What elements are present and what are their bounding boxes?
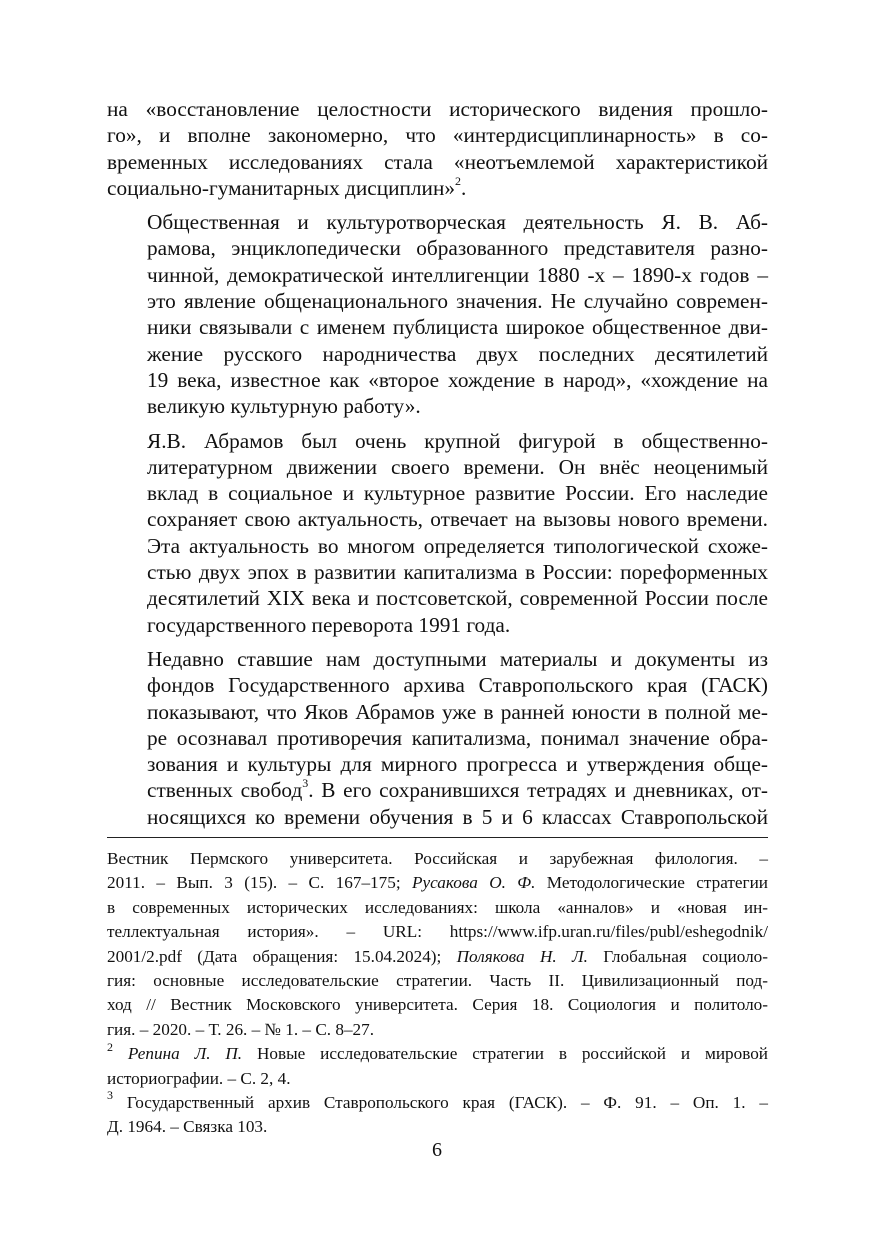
text-line: временных исследованиях стала «неотъемлемой характеристикой bbox=[107, 149, 768, 174]
text-line: показывают, что Яков Абрамов уже в ранней юности в полной ме- bbox=[147, 699, 768, 724]
footnote-2 bbox=[107, 1039, 769, 1066]
text-line: Общественная и культуротворческая деятельность Я. В. Аб- bbox=[147, 210, 768, 235]
footnotes bbox=[107, 847, 768, 1140]
text-fragment: . В его сохранившихся тетрадях и дневниках, от- bbox=[308, 778, 768, 803]
paragraph-2 bbox=[107, 209, 768, 419]
text-line: жение русского народничества двух последних десятилетий bbox=[147, 341, 768, 366]
text-fragment: 2001/2.pdf (Дата обращения: 15.04.2024); bbox=[107, 946, 457, 966]
text-fragment: 2011. – Вып. 3 (15). – С. 167–175; bbox=[107, 873, 412, 893]
footnote-number: 2 bbox=[107, 1039, 113, 1054]
paragraph-3 bbox=[107, 428, 768, 638]
text-line: фондов Государственного архива Ставропольского края (ГАСК) bbox=[147, 673, 768, 698]
text-line bbox=[107, 777, 768, 803]
footnote-line: ход // Вестник Московского университета. Серия 18. Социология и политоло- bbox=[107, 995, 768, 1015]
text-fragment: ственных свобод bbox=[147, 778, 303, 803]
footnote-line: историографии. – С. 2, 4. bbox=[107, 1068, 291, 1088]
footnote-3 bbox=[107, 1088, 768, 1115]
text-line: го», и вполне закономерно, что «интердисциплинарность» в со- bbox=[107, 123, 768, 148]
footnote-line: в современных исторических исследованиях: школа «анналов» и «новая ин- bbox=[107, 897, 768, 917]
footnote-line: Д. 1964. – Связка 103. bbox=[107, 1117, 268, 1137]
text-fragment: Глобальная социоло- bbox=[587, 946, 768, 966]
author-name: Репина Л. П. bbox=[127, 1044, 243, 1064]
text-line: государственного переворота 1991 года. bbox=[147, 612, 511, 637]
footnote-line: гия: основные исследовательские стратегии. Часть II. Цивилизационный под- bbox=[107, 971, 768, 991]
text-line: носящихся ко времени обучения в 5 и 6 классах Ставропольской bbox=[147, 804, 768, 829]
author-name: Полякова Н. Л. bbox=[456, 946, 588, 966]
text-line: сохраняет свою актуальность, отвечает на вызовы нового времени. bbox=[147, 507, 768, 532]
footnote-ref-2[interactable]: 2 bbox=[455, 173, 461, 188]
footnote-line bbox=[107, 945, 768, 969]
text-line: литературном движении своего времени. Он внёс неоценимый bbox=[147, 454, 768, 479]
text-fragment: социально-гуманитарных дисциплин» bbox=[107, 175, 455, 200]
text-line: Эта актуальность во многом определяется типологической схоже- bbox=[147, 533, 768, 558]
footnote-line: Вестник Пермского университета. Российская и зарубежная филология. – bbox=[107, 849, 768, 868]
paragraph-1 bbox=[107, 96, 768, 201]
text-line: зования и культуры для мирного прогресса и утверждения обще- bbox=[147, 752, 768, 777]
text-line: Я.В. Абрамов был очень крупной фигурой в общественно- bbox=[147, 428, 768, 453]
author-name: Русакова О. Ф. bbox=[412, 873, 536, 893]
text-line: вклад в социальное и культурное развитие России. Его наследие bbox=[147, 481, 768, 506]
main-text bbox=[107, 96, 768, 838]
footnote-ref-3[interactable]: 3 bbox=[302, 776, 309, 791]
footnote-line bbox=[107, 871, 768, 895]
text-line: чинной, демократической интеллигенции 1880 -х – 1890-х годов – bbox=[147, 262, 768, 287]
footnote-separator bbox=[107, 837, 768, 838]
page-number: 6 bbox=[432, 1139, 442, 1161]
text-line: на «восстановление целостности исторического видения прошло- bbox=[107, 97, 768, 121]
text-fragment: . bbox=[461, 175, 467, 200]
text-line: ники связывали с именем публициста широкое общественное дви- bbox=[147, 315, 768, 340]
text-line: ре осознавал противоречия капитализма, понимал значение обра- bbox=[147, 725, 768, 750]
text-fragment: Государственный архив Ставропольского края (ГАСК). – Ф. 91. – Оп. 1. – bbox=[113, 1093, 768, 1113]
text-line: великую культурную работу». bbox=[147, 394, 421, 419]
text-line bbox=[107, 175, 768, 201]
footnote-line: гия. – 2020. – Т. 26. – № 1. – С. 8–27. bbox=[107, 1019, 375, 1039]
text-line: рамова, энциклопедически образованного представителя разно- bbox=[147, 236, 768, 261]
text-line: это явление общенационального значения. Не случайно современ- bbox=[147, 289, 768, 314]
text-fragment: Методологические стратегии bbox=[535, 873, 768, 893]
text-line: Недавно ставшие нам доступными материалы и документы из bbox=[147, 646, 768, 671]
paragraph-4 bbox=[107, 646, 768, 830]
footnote-line: теллектуальная история». – URL: https://www.ifp.uran.ru/files/publ/eshegodnik/ bbox=[107, 922, 768, 942]
text-line: десятилетий XIX века и постсоветской, современной России после bbox=[147, 586, 768, 611]
text-line: 19 века, известное как «второе хождение в народ», «хождение на bbox=[147, 367, 768, 392]
text-fragment: Новые исследовательские стратегии в российской и мировой bbox=[242, 1044, 769, 1064]
footnote-number: 3 bbox=[107, 1088, 113, 1103]
text-line: стью двух эпох в развитии капитализма в России: пореформенных bbox=[147, 560, 768, 585]
